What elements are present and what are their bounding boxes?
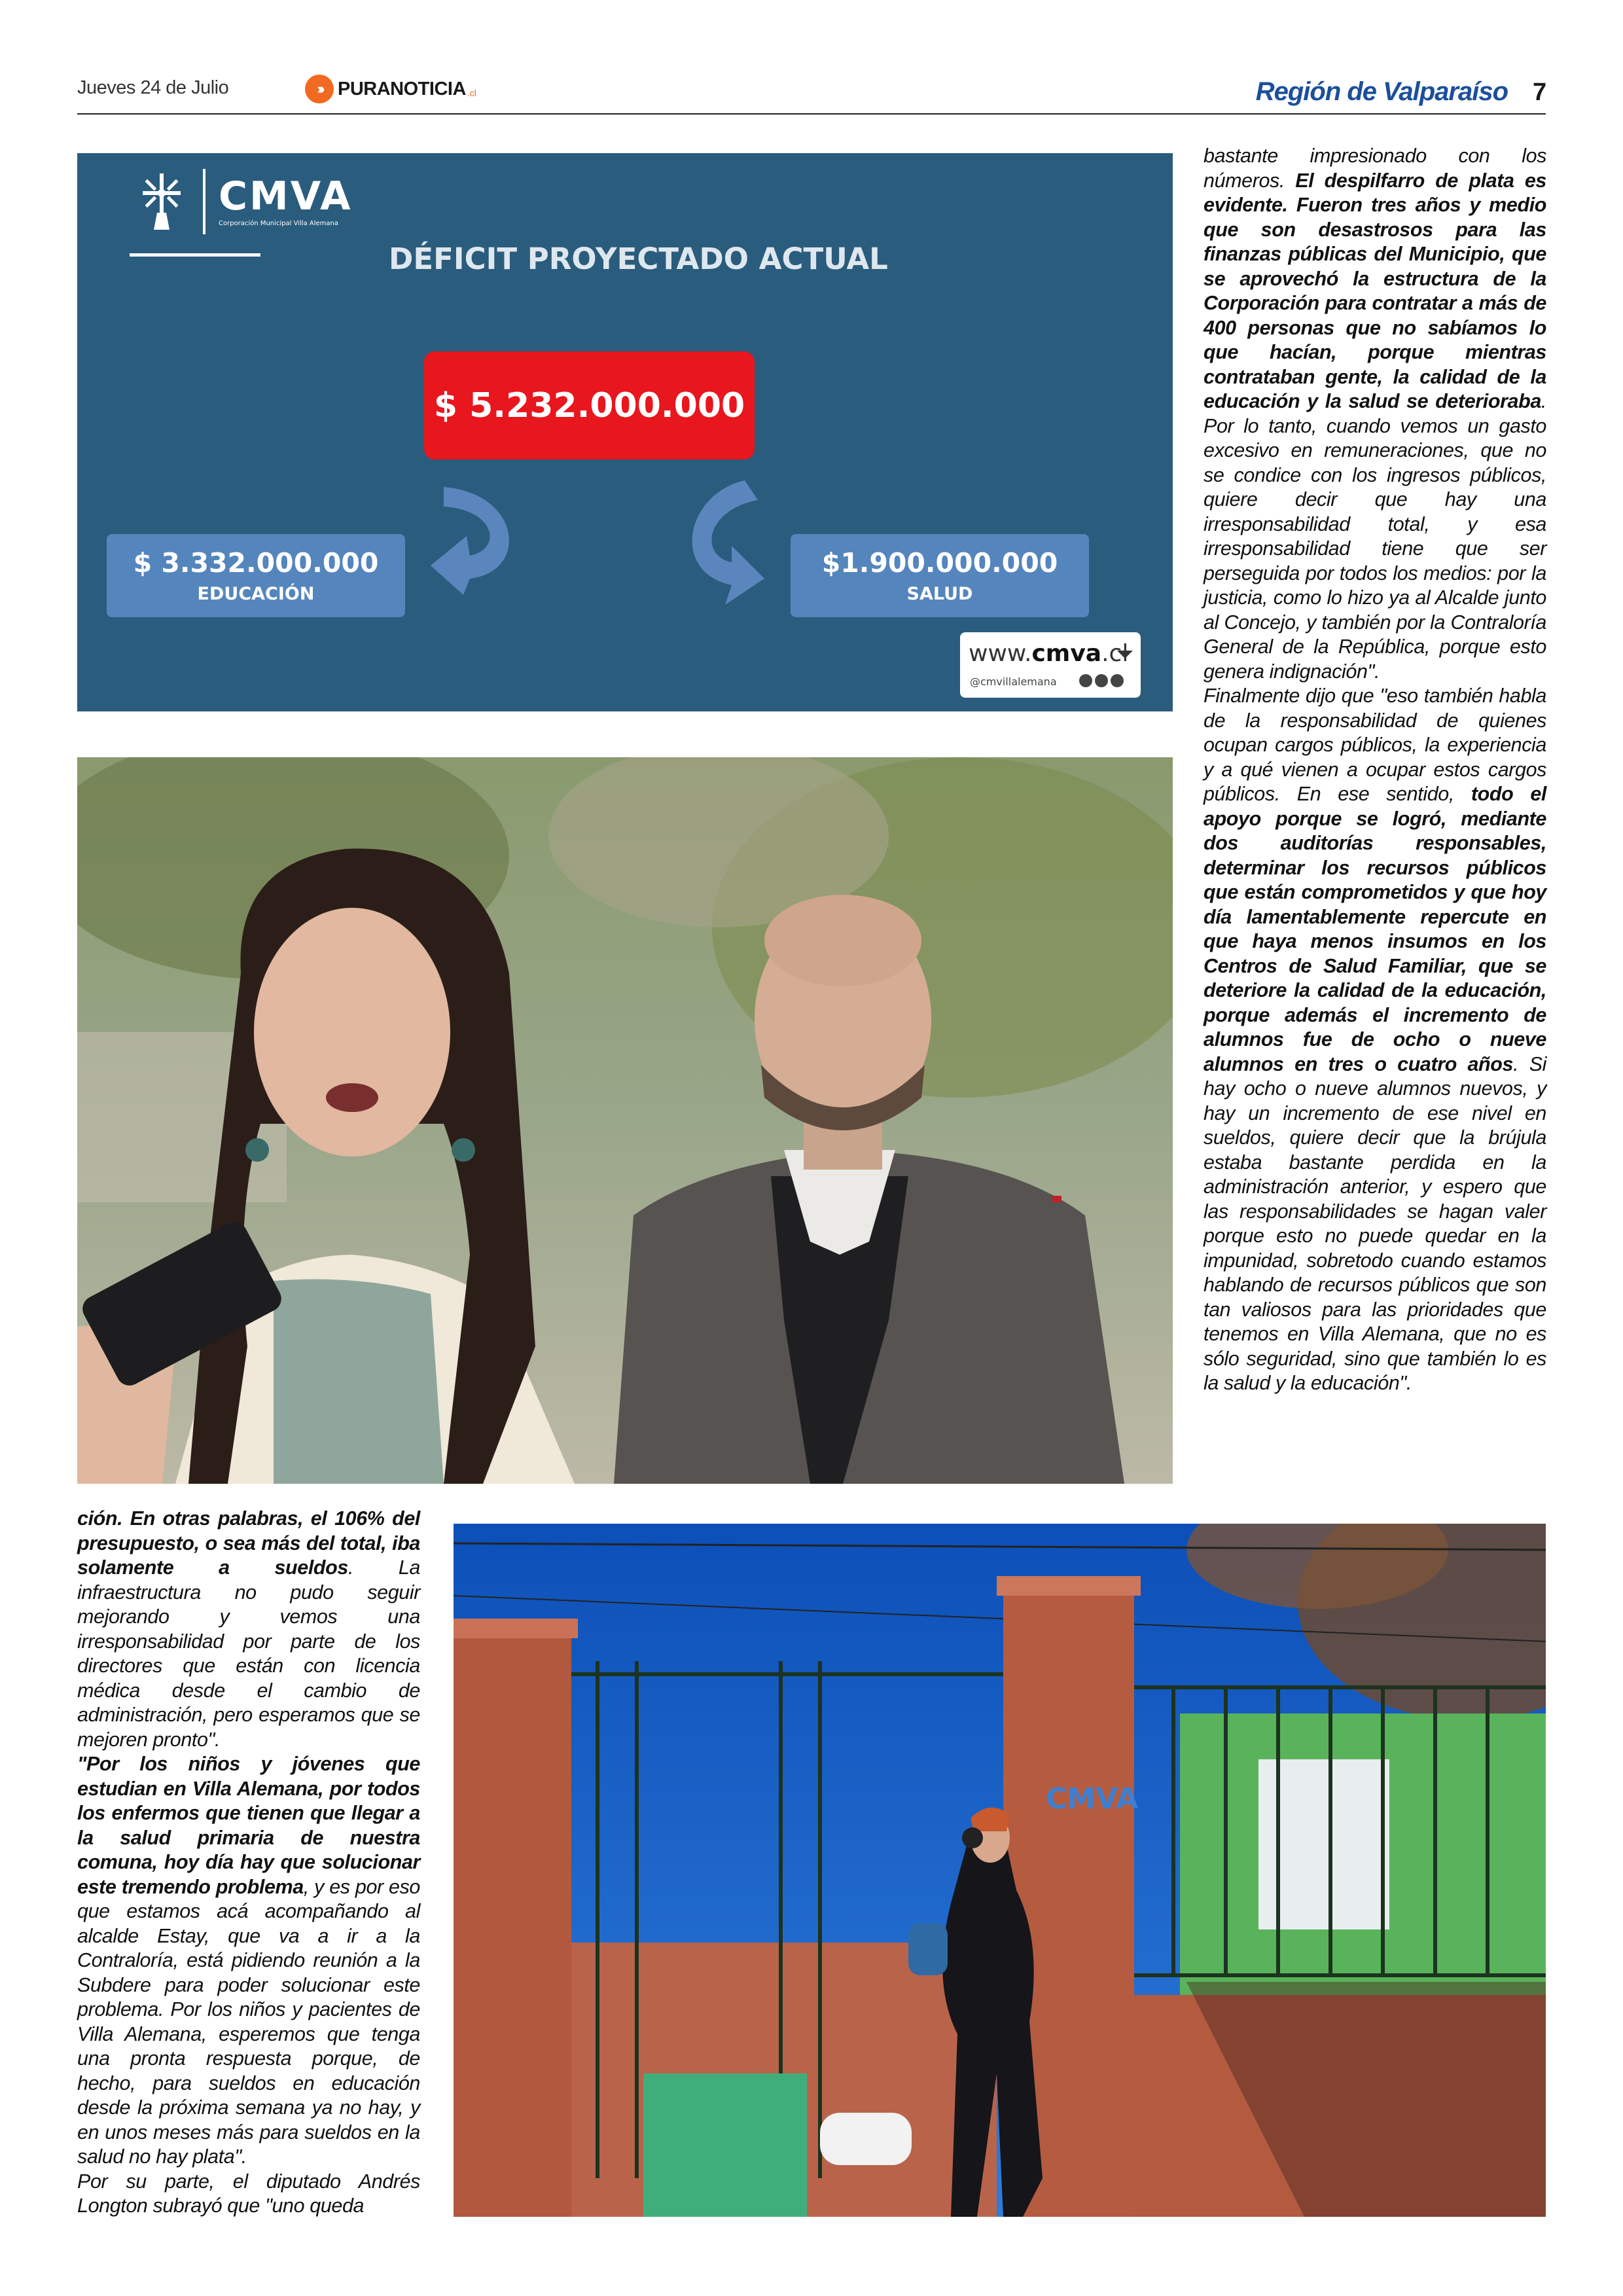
logo-divider bbox=[203, 169, 205, 234]
text-run: . Por lo tanto, cuando vemos un gasto excesivo en remuneraciones, que no se condice con los ingresos públicos, quiere decir que hay una irresponsabilidad total, y esa irresponsabilidad tiene que ser perseguida por todos los medios: por la justicia, como lo hizo ya al Alcalde junto al Concejo, y también por la Contraloría General de la República, porque esto genera indignación". bbox=[1204, 390, 1546, 683]
article-column-left bbox=[77, 1507, 420, 2219]
chevrons-icon: ››› bbox=[305, 75, 334, 103]
windmill-icon bbox=[134, 173, 190, 230]
officials-photo-illustration bbox=[77, 757, 1173, 1484]
facebook-icon bbox=[1095, 674, 1108, 687]
article-paragraph bbox=[77, 2170, 420, 2219]
education-amount: $ 3.332.000.000 bbox=[133, 547, 379, 579]
text-run: . Si hay ocho o nueve alumnos nuevos, y hay un incremento de ese nivel en sueldos, quiere decir que la brújula estaba bastante perdida en la administración anterior, y espero que las responsabilidades se hagan valer porque esto no puede quedar en la impunidad, sobretodo cuando estamos hablando de recursos públicos que son tan valiosos para las prioridades que tenemos en Villa Alemana, que no es sólo seguridad, sino que también lo es la salud y la educación". bbox=[1204, 1052, 1546, 1394]
article-paragraph bbox=[1204, 144, 1546, 684]
cmva-brand: CMVA bbox=[219, 173, 353, 219]
health-label: SALUD bbox=[906, 584, 973, 604]
youtube-icon bbox=[1111, 674, 1124, 687]
infographic-title: DÉFICIT PROYECTADO ACTUAL bbox=[389, 242, 888, 276]
education-deficit-box bbox=[107, 534, 405, 617]
bold-text-run: "Por los niños y jóvenes que estudian en Villa Alemana, por todos los enfermos que tienen que llegar a la salud primaria de nuestra comuna, hoy día hay que solucionar este tremendo problema bbox=[77, 1753, 420, 1898]
website-badge bbox=[960, 632, 1141, 698]
text-run: Finalmente dijo que "eso también habla de la responsabilidad de quienes ocupan cargos públicos, la experiencia y a qué vienen a ocupar estos cargos públicos. En ese sentido, bbox=[1204, 685, 1546, 805]
social-handle: @cmvillalemana bbox=[970, 675, 1057, 688]
text-run: , y es por eso que estamos acá acompañando al alcalde Estay, que va a ir a la Contraloría, está pidiendo reunión a la Subdere para poder solucionar este problema. Por los niños y pacientes de Villa Alemana, esperemos que tenga una pronta respuesta porque, de hecho, para sueldos en educación desde la próxima semana ya no hay, y en unos meses más para sueldos en la salud no hay plata". bbox=[77, 1875, 420, 2168]
photo-cmva-building bbox=[454, 1524, 1546, 2217]
section-title: Región de Valparaíso bbox=[1255, 77, 1508, 106]
caret-down-icon bbox=[1117, 651, 1133, 658]
puranoticia-logo bbox=[305, 75, 476, 103]
bold-text-run: El despilfarro de plata es evidente. Fueron tres años y medio que son desastrosos para las finanzas públicas del Municipio, que se aprovechó la estructura de la Corporación para contratar a más de 400 personas que no sabíamos lo que hacían, porque mientras contrataban gente, la calidad de la educación y la salud se deterioraba bbox=[1204, 169, 1546, 412]
text-run: Por su parte, el diputado Andrés Longton subrayó que "uno queda bbox=[77, 2170, 420, 2217]
bold-text-run: ción. En otras palabras, el 106% del presupuesto, o sea más del total, iba solamente a sueldos bbox=[77, 1507, 420, 1579]
cmva-building-illustration bbox=[454, 1524, 1546, 2217]
education-label: EDUCACIÓN bbox=[197, 584, 315, 604]
cmva-brand-sub: Corporación Municipal Villa Alemana bbox=[219, 219, 338, 227]
article-column-right bbox=[1204, 144, 1546, 1396]
photo-officials-press bbox=[77, 757, 1173, 1484]
deficit-infographic bbox=[77, 153, 1173, 711]
issue-date: Jueves 24 de Julio bbox=[77, 77, 229, 98]
health-amount: $1.900.000.000 bbox=[821, 547, 1058, 579]
logo-name: PURANOTICIA bbox=[338, 78, 466, 99]
total-deficit-box: $ 5.232.000.000 bbox=[424, 351, 755, 459]
website-url: www.cmva.cl bbox=[969, 640, 1129, 667]
header-rule bbox=[77, 113, 1546, 115]
instagram-icon bbox=[1079, 674, 1092, 687]
cmva-logo bbox=[134, 169, 353, 234]
building-sign: CMVA bbox=[1046, 1782, 1139, 1816]
article-paragraph bbox=[77, 1752, 420, 2170]
health-deficit-box bbox=[791, 534, 1089, 617]
bold-text-run: todo el apoyo porque se logró, mediante dos auditorías responsables, determinar los recursos públicos que están comprometidos y que hoy día lamentablemente repercute en que haya menos insumos en los Centros de Salud Familiar, que se deteriore la calidad de la educación, porque además el incremento de alumnos fue de ocho o nueve alumnos en tres o cuatro años bbox=[1204, 783, 1546, 1075]
article-paragraph bbox=[1204, 684, 1546, 1396]
page-number: 7 bbox=[1533, 79, 1547, 106]
text-run: . La infraestructura no pudo seguir mejorando y vemos una irresponsabilidad por parte de los directores que están con licencia médica desde el cambio de administración, pero esperamos que se mejoren pronto". bbox=[77, 1556, 420, 1751]
article-paragraph bbox=[77, 1507, 420, 1752]
text-run: bastante impresionado con los números. bbox=[1204, 145, 1546, 192]
logo-suffix: .cl bbox=[467, 88, 476, 98]
logo-underline bbox=[130, 253, 260, 257]
